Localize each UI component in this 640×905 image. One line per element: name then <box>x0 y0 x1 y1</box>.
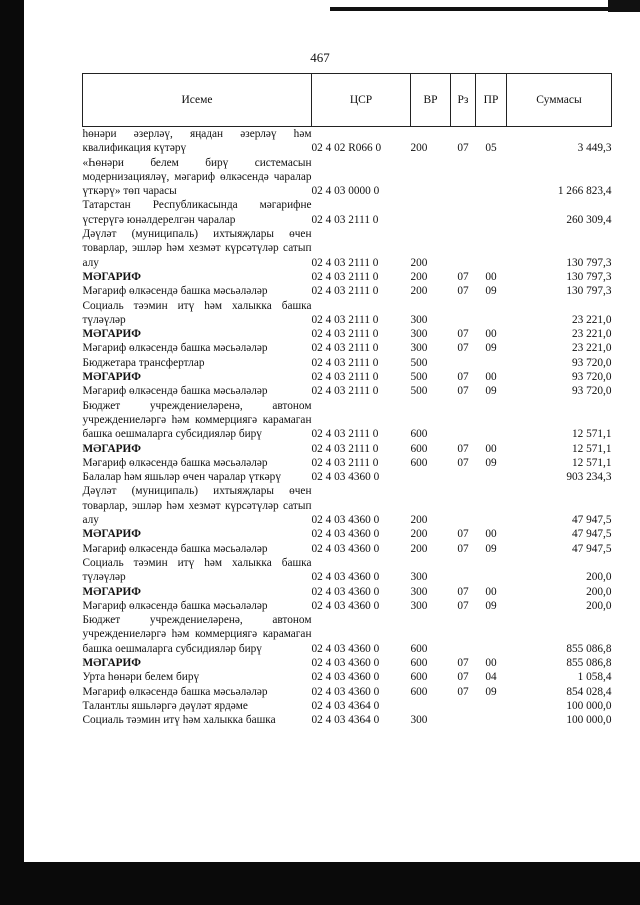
cell-vr: 500 <box>410 371 428 384</box>
cell-name: Мәгариф өлкәсендә башка мәсьәләләр <box>82 685 268 698</box>
cell-name: Балалар һәм яшьләр өчен чаралар үткәрү <box>82 471 281 484</box>
cell-csr: 02 4 03 4360 0 <box>311 514 380 527</box>
cell-rz <box>451 613 476 656</box>
cell-vr: 600 <box>410 685 428 698</box>
cell-csr: 02 4 02 R066 0 <box>311 142 382 155</box>
cell-vr: 500 <box>410 385 428 398</box>
cell-csr: 02 4 03 4360 0 <box>311 571 380 584</box>
cell-pr: 09 <box>485 685 497 698</box>
cell-name: Мәгариф өлкәсендә башка мәсьәләләр <box>82 385 268 398</box>
cell-sum: 23 221,0 <box>571 342 612 355</box>
cell-csr: 02 4 03 2111 0 <box>311 428 379 441</box>
table-row <box>83 156 612 199</box>
cell-vr: 600 <box>410 671 428 684</box>
cell-csr: 02 4 03 2111 0 <box>311 356 379 369</box>
cell-vr: 200 <box>410 528 428 541</box>
cell-rz: 07 <box>457 342 469 355</box>
cell-sum: 903 234,3 <box>566 471 612 484</box>
table-row <box>83 585 612 599</box>
cell-name: «Һөнәри белем бирү системасын модернизацияләү, мәгариф өлкәсендә чаралар үткәрү» төп чарасы <box>82 156 312 198</box>
header-pr: ПР <box>476 74 507 127</box>
header-vr: ВР <box>411 74 451 127</box>
table-row <box>83 656 612 670</box>
cell-csr: 02 4 03 2111 0 <box>311 313 379 326</box>
table-row <box>83 556 612 585</box>
table-row <box>83 527 612 541</box>
cell-csr: 02 4 03 4360 0 <box>311 542 380 555</box>
cell-rz: 07 <box>457 285 469 298</box>
cell-pr: 09 <box>485 542 497 555</box>
cell-name: Урта һөнәри белем бирү <box>82 671 200 684</box>
cell-name: Мәгариф өлкәсендә башка мәсьәләләр <box>82 542 268 555</box>
cell-sum: 47 947,5 <box>571 542 612 555</box>
table-row <box>83 356 612 370</box>
cell-vr: 300 <box>410 328 428 341</box>
cell-name: МӘГАРИФ <box>82 585 142 598</box>
scan-edge-top-right <box>608 0 640 12</box>
cell-pr <box>476 356 507 370</box>
cell-sum: 23 221,0 <box>571 313 612 326</box>
cell-pr <box>476 198 507 227</box>
cell-rz <box>451 156 476 199</box>
cell-sum: 23 221,0 <box>571 328 612 341</box>
table-row <box>83 456 612 470</box>
cell-name: Мәгариф өлкәсендә башка мәсьәләләр <box>82 342 268 355</box>
cell-name: МӘГАРИФ <box>82 656 142 669</box>
cell-vr: 200 <box>410 256 428 269</box>
cell-pr: 00 <box>485 656 497 669</box>
table-row <box>83 384 612 398</box>
table-row <box>83 713 612 727</box>
cell-sum: 12 571,1 <box>571 442 612 455</box>
page-number: 467 <box>310 50 330 65</box>
cell-vr <box>411 470 451 484</box>
cell-csr: 02 4 03 2111 0 <box>311 213 379 226</box>
cell-rz <box>451 198 476 227</box>
cell-name: Дәүләт (муниципаль) ихтыяҗлары өчен товарлар, эшләр һәм хезмәт күрсәтүләр сатып алу <box>82 485 312 527</box>
cell-rz: 07 <box>457 385 469 398</box>
cell-vr: 200 <box>410 514 428 527</box>
cell-sum: 93 720,0 <box>571 371 612 384</box>
cell-pr: 00 <box>485 528 497 541</box>
cell-vr: 600 <box>410 642 428 655</box>
table-row <box>83 399 612 442</box>
cell-vr: 200 <box>410 542 428 555</box>
cell-csr: 02 4 03 4360 0 <box>311 671 380 684</box>
budget-table <box>82 73 612 727</box>
table-body <box>83 127 612 728</box>
cell-rz: 07 <box>457 371 469 384</box>
cell-csr: 02 4 03 4360 0 <box>311 599 380 612</box>
cell-rz: 07 <box>457 456 469 469</box>
cell-rz: 07 <box>457 542 469 555</box>
cell-vr: 300 <box>410 313 428 326</box>
cell-name: Дәүләт (муниципаль) ихтыяҗлары өчен товарлар, эшләр һәм хезмәт күрсәтүләр сатып алу <box>82 228 312 269</box>
cell-name: Бюджетара трансфертлар <box>82 356 205 369</box>
cell-csr: 02 4 03 2111 0 <box>311 456 379 469</box>
cell-rz <box>451 556 476 585</box>
cell-rz: 07 <box>457 270 469 283</box>
cell-vr <box>411 699 451 713</box>
table-header-row <box>83 74 612 127</box>
table-row <box>83 613 612 656</box>
cell-csr: 02 4 03 2111 0 <box>311 385 379 398</box>
cell-pr <box>476 556 507 585</box>
header-sum: Суммасы <box>507 74 612 127</box>
scan-edge-bottom <box>0 862 640 905</box>
cell-csr: 02 4 03 2111 0 <box>311 342 379 355</box>
table-row <box>83 341 612 355</box>
cell-sum: 1 058,4 <box>577 671 612 684</box>
header-csr: ЦСР <box>312 74 411 127</box>
cell-sum: 93 720,0 <box>571 356 612 369</box>
cell-name: МӘГАРИФ <box>82 270 142 283</box>
table-row <box>83 542 612 556</box>
cell-pr <box>476 227 507 270</box>
table-row <box>83 470 612 484</box>
table-row <box>83 442 612 456</box>
cell-sum: 855 086,8 <box>566 656 612 669</box>
cell-rz <box>451 356 476 370</box>
scan-edge-left <box>0 0 24 870</box>
cell-csr: 02 4 03 0000 0 <box>311 185 380 198</box>
cell-pr <box>476 484 507 527</box>
cell-pr <box>476 713 507 727</box>
cell-vr: 200 <box>410 285 428 298</box>
cell-vr <box>411 198 451 227</box>
cell-pr: 00 <box>485 270 497 283</box>
table-row <box>83 670 612 684</box>
cell-pr <box>476 470 507 484</box>
cell-name: һөнәри әзерләү, яңадан әзерләү һәм квалификация күтәрү <box>82 128 312 155</box>
cell-csr: 02 4 03 2111 0 <box>311 256 379 269</box>
cell-name: Бюджет учреждениеләренә, автоном учреждениеләргә һәм коммерциягә карамаган башка оешмаларга субсидияләр бирү <box>82 614 312 655</box>
cell-csr: 02 4 03 4360 0 <box>311 685 380 698</box>
table-row <box>83 198 612 227</box>
cell-sum: 1 266 823,4 <box>557 185 612 198</box>
cell-rz <box>451 399 476 442</box>
table-row <box>83 284 612 298</box>
cell-pr: 00 <box>485 442 497 455</box>
cell-pr <box>476 156 507 199</box>
table-row <box>83 599 612 613</box>
cell-sum: 100 000,0 <box>566 714 612 727</box>
cell-rz: 07 <box>457 328 469 341</box>
cell-sum: 260 309,4 <box>566 213 612 226</box>
cell-pr: 00 <box>485 585 497 598</box>
cell-rz: 07 <box>457 528 469 541</box>
cell-pr: 09 <box>485 599 497 612</box>
cell-vr: 200 <box>410 270 428 283</box>
cell-pr <box>476 399 507 442</box>
cell-vr: 500 <box>410 356 428 369</box>
cell-name: Татарстан Республикасында мәгарифне үстерүгә юнәлдерелгән чаралар <box>82 199 312 226</box>
cell-sum: 47 947,5 <box>571 514 612 527</box>
cell-pr: 09 <box>485 342 497 355</box>
cell-sum: 130 797,3 <box>566 270 612 283</box>
cell-pr: 00 <box>485 328 497 341</box>
table-row <box>83 484 612 527</box>
table-row <box>83 327 612 341</box>
table-row <box>83 127 612 156</box>
cell-sum: 130 797,3 <box>566 285 612 298</box>
cell-pr: 09 <box>485 285 497 298</box>
cell-name: Социаль тәэмин итү һәм халыкка башка түләүләр <box>82 299 312 326</box>
cell-vr <box>411 156 451 199</box>
cell-sum: 200,0 <box>586 571 612 584</box>
cell-sum: 12 571,1 <box>571 428 612 441</box>
cell-vr: 600 <box>410 442 428 455</box>
cell-name: Бюджет учреждениеләренә, автоном учреждениеләргә һәм коммерциягә карамаган башка оешмаларга субсидияләр бирү <box>82 399 312 441</box>
cell-vr: 300 <box>410 342 428 355</box>
table-row <box>83 270 612 284</box>
header-name: Исеме <box>83 74 312 127</box>
cell-csr: 02 4 03 4364 0 <box>311 714 380 727</box>
table-row <box>83 685 612 699</box>
cell-sum: 855 086,8 <box>566 642 612 655</box>
cell-csr: 02 4 03 2111 0 <box>311 270 379 283</box>
cell-csr: 02 4 03 4360 0 <box>311 471 380 484</box>
cell-name: Талантлы яшьләргә дәүләт ярдәме <box>82 699 248 712</box>
cell-pr: 09 <box>485 456 497 469</box>
cell-sum: 200,0 <box>586 585 612 598</box>
cell-rz: 07 <box>457 599 469 612</box>
header-rz: Рз <box>451 74 476 127</box>
cell-name: Мәгариф өлкәсендә башка мәсьәләләр <box>82 599 268 612</box>
cell-name: МӘГАРИФ <box>82 528 142 541</box>
cell-rz <box>451 227 476 270</box>
cell-rz <box>451 299 476 328</box>
cell-name: Социаль тәэмин итү һәм халыкка башка түләүләр <box>82 556 312 584</box>
table-row <box>83 699 612 713</box>
cell-vr: 300 <box>410 714 428 727</box>
cell-vr: 600 <box>410 656 428 669</box>
cell-sum: 3 449,3 <box>577 142 612 155</box>
cell-pr: 09 <box>485 385 497 398</box>
cell-rz <box>451 484 476 527</box>
cell-sum: 200,0 <box>586 599 612 612</box>
cell-sum: 47 947,5 <box>571 528 612 541</box>
cell-rz: 07 <box>457 442 469 455</box>
cell-csr: 02 4 03 4360 0 <box>311 642 380 655</box>
cell-pr <box>476 613 507 656</box>
cell-pr: 00 <box>485 371 497 384</box>
cell-csr: 02 4 03 4364 0 <box>311 699 380 712</box>
cell-sum: 854 028,4 <box>566 685 612 698</box>
cell-rz <box>451 699 476 713</box>
cell-csr: 02 4 03 2111 0 <box>311 442 379 455</box>
table-row <box>83 299 612 328</box>
cell-pr <box>476 299 507 328</box>
cell-csr: 02 4 03 2111 0 <box>311 285 379 298</box>
cell-csr: 02 4 03 2111 0 <box>311 371 379 384</box>
scan-edge-top-line <box>330 7 635 11</box>
cell-rz: 07 <box>457 142 469 155</box>
cell-rz <box>451 713 476 727</box>
cell-rz <box>451 470 476 484</box>
cell-vr: 600 <box>410 428 428 441</box>
cell-name: МӘГАРИФ <box>82 442 142 455</box>
table-row <box>83 227 612 270</box>
cell-sum: 130 797,3 <box>566 256 612 269</box>
cell-vr: 600 <box>410 456 428 469</box>
cell-pr: 04 <box>485 671 497 684</box>
cell-rz: 07 <box>457 671 469 684</box>
cell-vr: 200 <box>410 142 428 155</box>
cell-csr: 02 4 03 4360 0 <box>311 585 380 598</box>
cell-csr: 02 4 03 4360 0 <box>311 528 380 541</box>
cell-sum: 100 000,0 <box>566 699 612 712</box>
cell-name: МӘГАРИФ <box>82 328 142 341</box>
cell-name: Социаль тәэмин итү һәм халыкка башка <box>82 714 276 727</box>
cell-sum: 12 571,1 <box>571 456 612 469</box>
cell-name: МӘГАРИФ <box>82 371 142 384</box>
cell-rz: 07 <box>457 585 469 598</box>
cell-vr: 300 <box>410 599 428 612</box>
cell-vr: 300 <box>410 571 428 584</box>
cell-sum: 93 720,0 <box>571 385 612 398</box>
cell-name: Мәгариф өлкәсендә башка мәсьәләләр <box>82 285 268 298</box>
cell-rz: 07 <box>457 656 469 669</box>
cell-csr: 02 4 03 4360 0 <box>311 656 380 669</box>
cell-pr: 05 <box>485 142 497 155</box>
cell-pr <box>476 699 507 713</box>
cell-name: Мәгариф өлкәсендә башка мәсьәләләр <box>82 456 268 469</box>
table-row <box>83 370 612 384</box>
cell-csr: 02 4 03 2111 0 <box>311 328 379 341</box>
cell-rz: 07 <box>457 685 469 698</box>
cell-vr: 300 <box>410 585 428 598</box>
